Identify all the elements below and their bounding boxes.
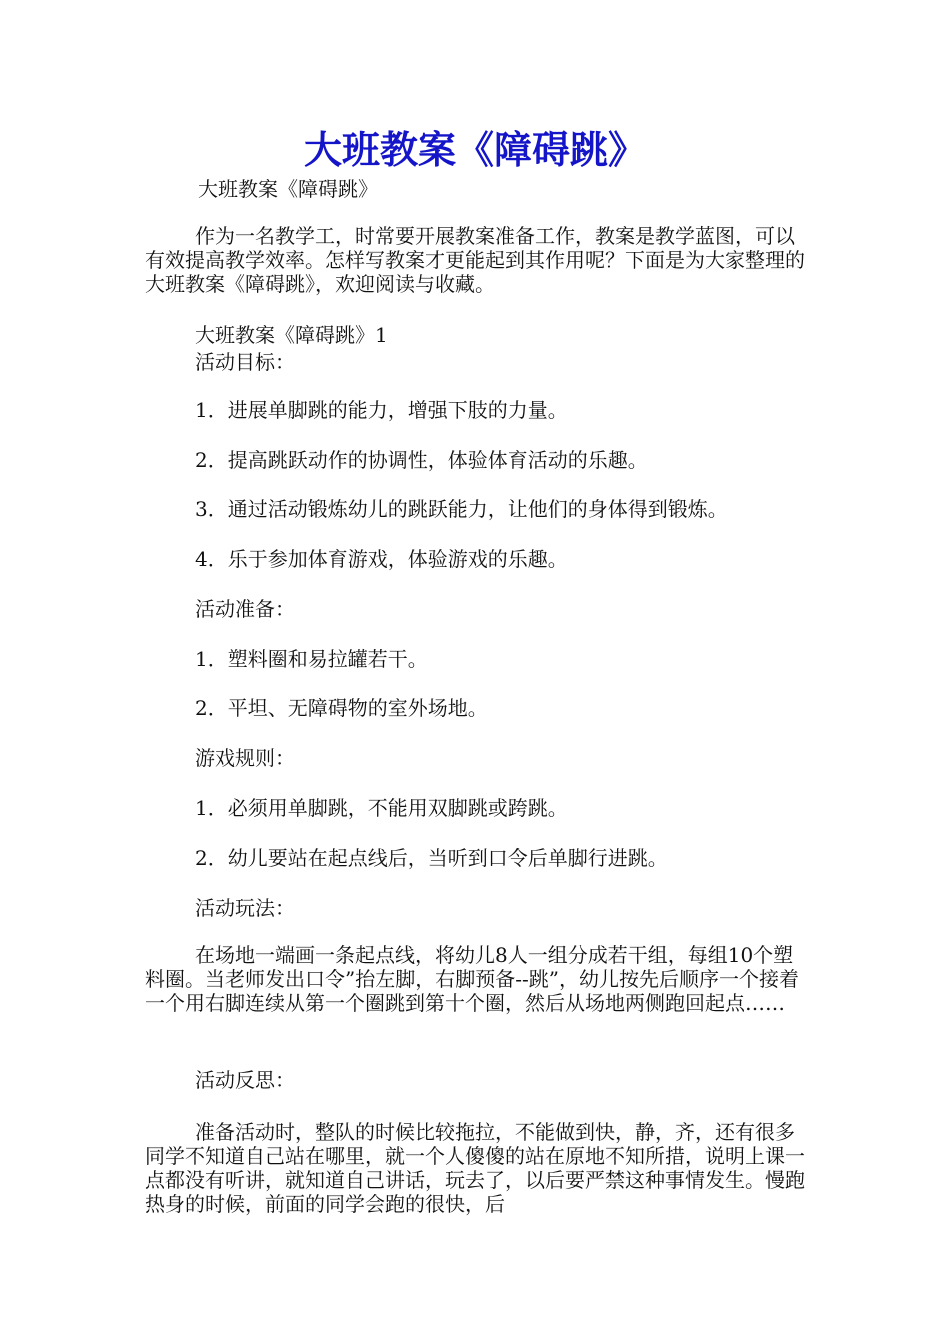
play-heading: 活动玩法： bbox=[195, 896, 295, 920]
prep-item: 2．平坦、无障碍物的室外场地。 bbox=[195, 696, 488, 720]
goals-heading: 活动目标： bbox=[195, 350, 295, 374]
document-title: 大班教案《障碍跳》 bbox=[303, 128, 646, 172]
reflect-heading: 活动反思： bbox=[195, 1068, 295, 1092]
reflect-paragraph: 准备活动时，整队的时候比较拖拉，不能做到快，静，齐，还有很多同学不知道自己站在哪里，就一个人傻傻的站在原地不知所措，说明上课一点都没有听讲，就知道自己讲话，玩去了，以后要严禁这种事情发生。慢跑热身的时候，前面的同学会跑的很快，后 bbox=[145, 1120, 805, 1216]
goal-item: 1．进展单脚跳的能力，增强下肢的力量。 bbox=[195, 398, 568, 422]
document-subtitle: 大班教案《障碍跳》 bbox=[198, 177, 378, 201]
goal-item: 4．乐于参加体育游戏，体验游戏的乐趣。 bbox=[195, 547, 568, 571]
intro-paragraph: 作为一名教学工，时常要开展教案准备工作，教案是教学蓝图，可以有效提高教学效率。怎样写教案才更能起到其作用呢？下面是为大家整理的大班教案《障碍跳》，欢迎阅读与收藏。 bbox=[145, 224, 805, 296]
rules-heading: 游戏规则： bbox=[195, 746, 295, 770]
prep-heading: 活动准备： bbox=[195, 597, 295, 621]
prep-item: 1．塑料圈和易拉罐若干。 bbox=[195, 647, 428, 671]
section-title: 大班教案《障碍跳》1 bbox=[195, 323, 388, 347]
play-paragraph: 在场地一端画一条起点线，将幼儿8人一组分成若干组，每组10个塑料圈。当老师发出口令”抬左脚，右脚预备--跳”，幼儿按先后顺序一个接着一个用右脚连续从第一个圈跳到第十个圈，然后从场地两侧跑回起点…… bbox=[145, 943, 799, 1015]
rule-item: 1．必须用单脚跳，不能用双脚跳或跨跳。 bbox=[195, 796, 568, 820]
goal-item: 2．提高跳跃动作的协调性，体验体育活动的乐趣。 bbox=[195, 448, 648, 472]
goal-item: 3．通过活动锻炼幼儿的跳跃能力，让他们的身体得到锻炼。 bbox=[195, 497, 728, 521]
rule-item: 2．幼儿要站在起点线后，当听到口令后单脚行进跳。 bbox=[195, 846, 668, 870]
